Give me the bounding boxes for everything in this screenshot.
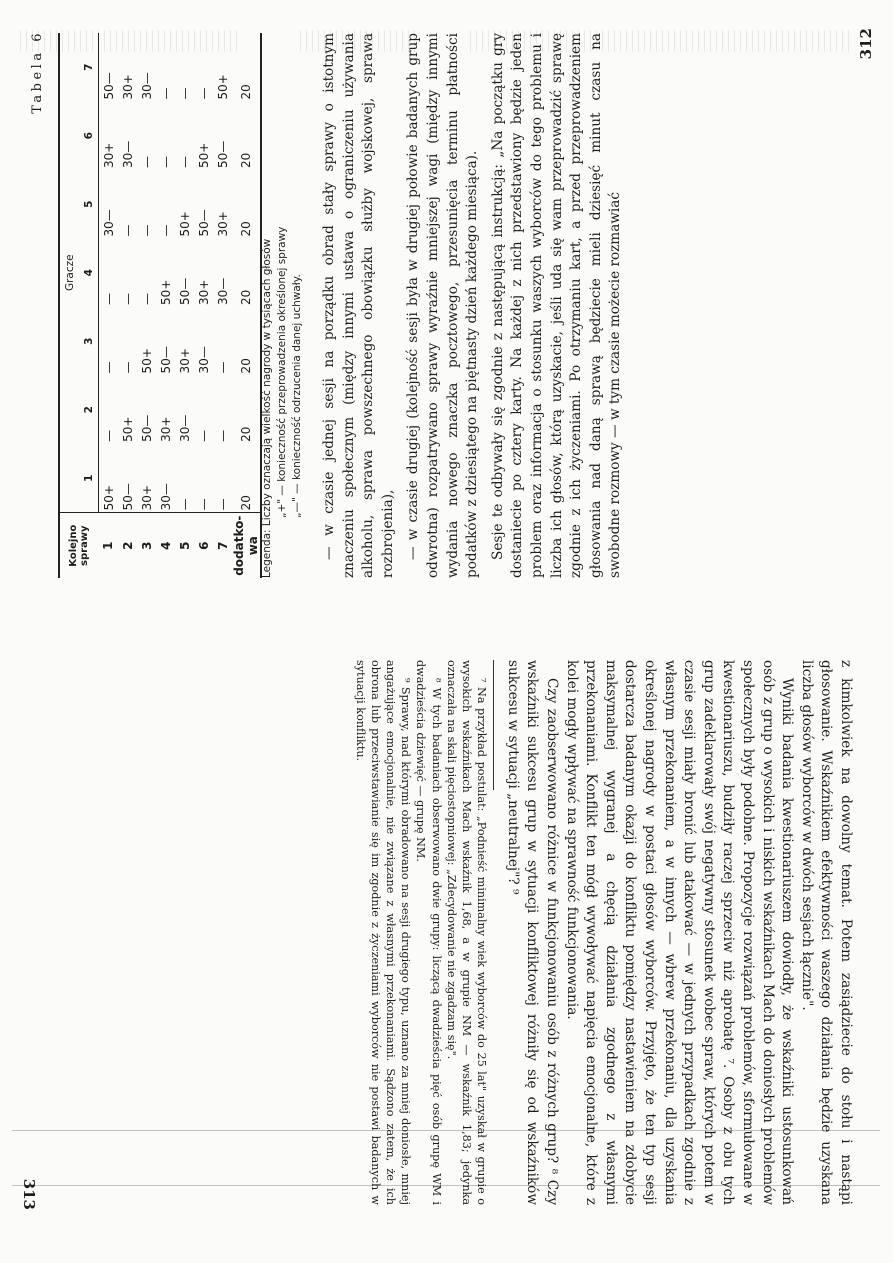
table-cell: — — [196, 87, 211, 100]
table-cell: 20 — [232, 33, 261, 102]
row-label: 4 — [156, 513, 175, 578]
player-column-header: 1 — [79, 444, 99, 513]
table-cell: — — [101, 429, 116, 442]
footnote: ⁷ Na przykład postulat: „Podnieść minimalny wiek wyborców do 25 lat" uzyskał w grupie o wysokich wskaźnikach Mach wskaźnik 1,68, a w grupie NM — wskaźnik 1,83; jedynka oznaczała na skali pięciostopniowej: „Zdecydowanie nie zgadzam się". — [444, 660, 489, 1205]
table-cell: — — [158, 87, 173, 100]
table-cell: 30+ — [158, 416, 173, 442]
paragraph: Wyniki badania kwestionariuszem dowiodły, że wskaźniki ustosunkowań osób z grup o wysokich i niskich wskaźnikach Mach do doniosłych problemów społecznych były podobne. Propozycje rozwiązań problemów, sformułowane w kwestionariuszu, budziły raczej sprzeciw niż aprobatę ⁷. Osoby z obu tych grup zadeklarowały swój negatywny stosunek wobec spraw, których potem w czasie sesji miały bronić lub atakować — w jednych przypadkach zgodnie z własnym przekonaniem, a w innych — wbrew przekonaniu, dla uzyskania określonej nagrody w postaci głosów wyborców. Przyjęto, że ten typ sesji dostarcza badanym okazji do konfliktu pomiędzy nastawieniem na zdobycie maksymalnej wygranej a chęcią działania zgodnego z własnymi przekonaniami. Konflikt ten mógł wywoływać napięcia emocjonalne, które z kolei mogły wpływać na sprawność funkcjonowania. — [563, 660, 796, 1205]
legend-line: Legenda: Liczby oznaczają wielkość nagrody w tysiącach głosów — [261, 238, 273, 578]
player-column-header: 3 — [79, 307, 99, 375]
table-cell: 30+ — [139, 485, 154, 511]
table-row — [137, 33, 156, 578]
left-page-text — [320, 33, 626, 578]
player-column-header: 6 — [79, 102, 99, 170]
table-row — [99, 33, 119, 578]
table-cell: 20 — [232, 444, 261, 513]
table-row — [194, 33, 213, 578]
table-cell: 50— — [139, 414, 154, 442]
table-cell: — — [139, 292, 154, 305]
paragraph: Czy zaobserwowano różnice w funkcjonowaniu osób z różnych grup? ⁸ Czy wskaźniki sukcesu grup w sytuacji konfliktowej różniły się od wskaźników sukcesu w sytuacji „neutralnej"? ⁹ — [504, 660, 561, 1205]
table-cell: — — [139, 224, 154, 237]
row-label: 7 — [213, 513, 232, 578]
table-cell: — — [139, 155, 154, 168]
right-page — [20, 650, 875, 1240]
table-cell: 20 — [232, 375, 261, 443]
table-cell: 30+ — [196, 279, 211, 305]
table-cell: — — [120, 361, 135, 374]
table-cell: — — [196, 429, 211, 442]
table-cell: 30— — [120, 140, 135, 168]
table-cell: 50+ — [158, 279, 173, 305]
row-header: Kolejno sprawy — [59, 513, 99, 578]
table-cell: 50— — [158, 346, 173, 374]
row-label: 1 — [99, 513, 119, 578]
legend-line: „+" — konieczność przeprowadzenia określonej sprawy — [276, 226, 288, 518]
table-cell: — — [177, 87, 192, 100]
table-cell: 50+ — [120, 416, 135, 442]
table-cell: 50— — [120, 483, 135, 511]
left-page — [20, 18, 875, 608]
table-cell: — — [158, 224, 173, 237]
table-legend — [260, 33, 305, 578]
table-cell: — — [120, 292, 135, 305]
table-cell: 30— — [215, 277, 230, 305]
table-row — [175, 33, 194, 578]
group-header: Gracze — [59, 33, 79, 513]
table-cell: — — [215, 498, 230, 511]
page-number-right: 313 — [20, 1178, 38, 1210]
table-cell: 50+ — [101, 485, 116, 511]
legend-line: „—" — konieczność odrzucenia danej uchwały. — [291, 274, 303, 518]
row-label: 5 — [175, 513, 194, 578]
table-cell: 50— — [177, 277, 192, 305]
table-cell: — — [177, 155, 192, 168]
table-cell: — — [120, 224, 135, 237]
table-cell: — — [177, 498, 192, 511]
player-column-header: 7 — [79, 33, 99, 102]
table-cell: — — [101, 292, 116, 305]
table-cell: 30— — [196, 346, 211, 374]
table-row — [156, 33, 175, 578]
table-cell: 50+ — [215, 74, 230, 100]
table-title: Tabela 6 — [30, 30, 45, 114]
row-label: 2 — [118, 513, 137, 578]
table-cell: — — [101, 361, 116, 374]
table-row — [213, 33, 232, 578]
table-cell: 20 — [232, 170, 261, 238]
right-page-text — [352, 660, 855, 1205]
table-cell: 30+ — [120, 74, 135, 100]
table-cell: 30— — [158, 483, 173, 511]
paragraph: — w czasie drugiej (kolejność sesji była w drugiej połowie badanych grup odwrotna) rozpatrywano sprawy wyraźnie mniejszej wagi (między innymi wydania nowego znaczka pocztowego, przesunięcia terminu płatności podatków z dziesiątego na piętnasty dzień każdego miesiąca). — [405, 33, 481, 578]
table-cell: 50+ — [196, 142, 211, 168]
player-column-header: 4 — [79, 238, 99, 306]
paragraph: — w czasie jednej sesji na porządku obrad stały sprawy o istotnym znaczeniu społecznym (między innymi ustawa o ograniczeniu używania alkoholu, sprawa powszechnego obowiązku służby wojskowej, sprawa rozbrojenia), — [321, 33, 396, 578]
table-row — [232, 33, 261, 578]
footnote-rule — [493, 660, 494, 790]
table-cell: 50+ — [139, 348, 154, 374]
paragraph: z kimkolwiek na dowolny temat. Potem zasiądziecie do stołu i nastąpi głosowanie. Wskaźnikiem efektywności waszego działania będzie uzyskana liczba głosów wyborców w dwóch sesjach łącznie". — [798, 660, 854, 1205]
table-cell: 30— — [177, 414, 192, 442]
row-label: 6 — [194, 513, 213, 578]
table-cell: 30— — [101, 209, 116, 237]
player-column-header: 5 — [79, 170, 99, 238]
row-label: dodatko-wa — [232, 513, 261, 578]
paragraph: Sesje te odbywały się zgodnie z następującą instrukcją: „Na początku gry dostaniecie po cztery karty. Na każdej z nich przedstawiony będzie jeden problem oraz informacja o stosunku waszych wyborców do tego problemu i liczba ich głosów, którą uzyskacie, jeśli uda się wam przeprowadzić sprawę zgodnie z ich życzeniami. Po otrzymaniu kart, a przed przeprowadzeniem głosowania nad daną sprawą będziecie mieli dziesięć minut czasu na swobodne rozmowy — w tym czasie możecie rozmawiać — [489, 33, 624, 578]
table-cell: — — [215, 429, 230, 442]
row-label: 3 — [137, 513, 156, 578]
table-cell: 30— — [139, 72, 154, 100]
table-cell: 50— — [196, 209, 211, 237]
table-cell: — — [215, 361, 230, 374]
player-column-header: 2 — [79, 375, 99, 443]
table-cell: 30+ — [101, 142, 116, 168]
table-6 — [58, 33, 262, 578]
table-cell: 20 — [232, 238, 261, 306]
table-cell: 30+ — [177, 348, 192, 374]
footnote: ⁸ W tych badaniach obserwowano dwie grupy: liczącą dwadzieścia pięć osób grupę WM i dwadzieścia dziewięć — grupę NM. — [414, 660, 443, 1205]
table-cell: 20 — [232, 102, 261, 170]
table-cell: — — [158, 155, 173, 168]
table-row — [118, 33, 137, 578]
table-cell: 50+ — [177, 211, 192, 237]
table-cell: 50— — [101, 72, 116, 100]
table-cell: 20 — [232, 307, 261, 375]
page-number-left: 312 — [857, 28, 875, 60]
footnote: ⁹ Sprawy, nad którymi obradowano na sesji drugiego typu, uznano za mniej doniosłe, mniej angażujące emocjonalnie, nie związane z własnymi przekonaniami. Sądzono zatem, że ich obrona lub przeciwstawianie się im zgodnie z życzeniami wyborców nie postawi badanych w sytuacji konfliktu. — [353, 660, 413, 1205]
table-cell: — — [196, 498, 211, 511]
table-cell: 30+ — [215, 211, 230, 237]
table-cell: 50— — [215, 140, 230, 168]
